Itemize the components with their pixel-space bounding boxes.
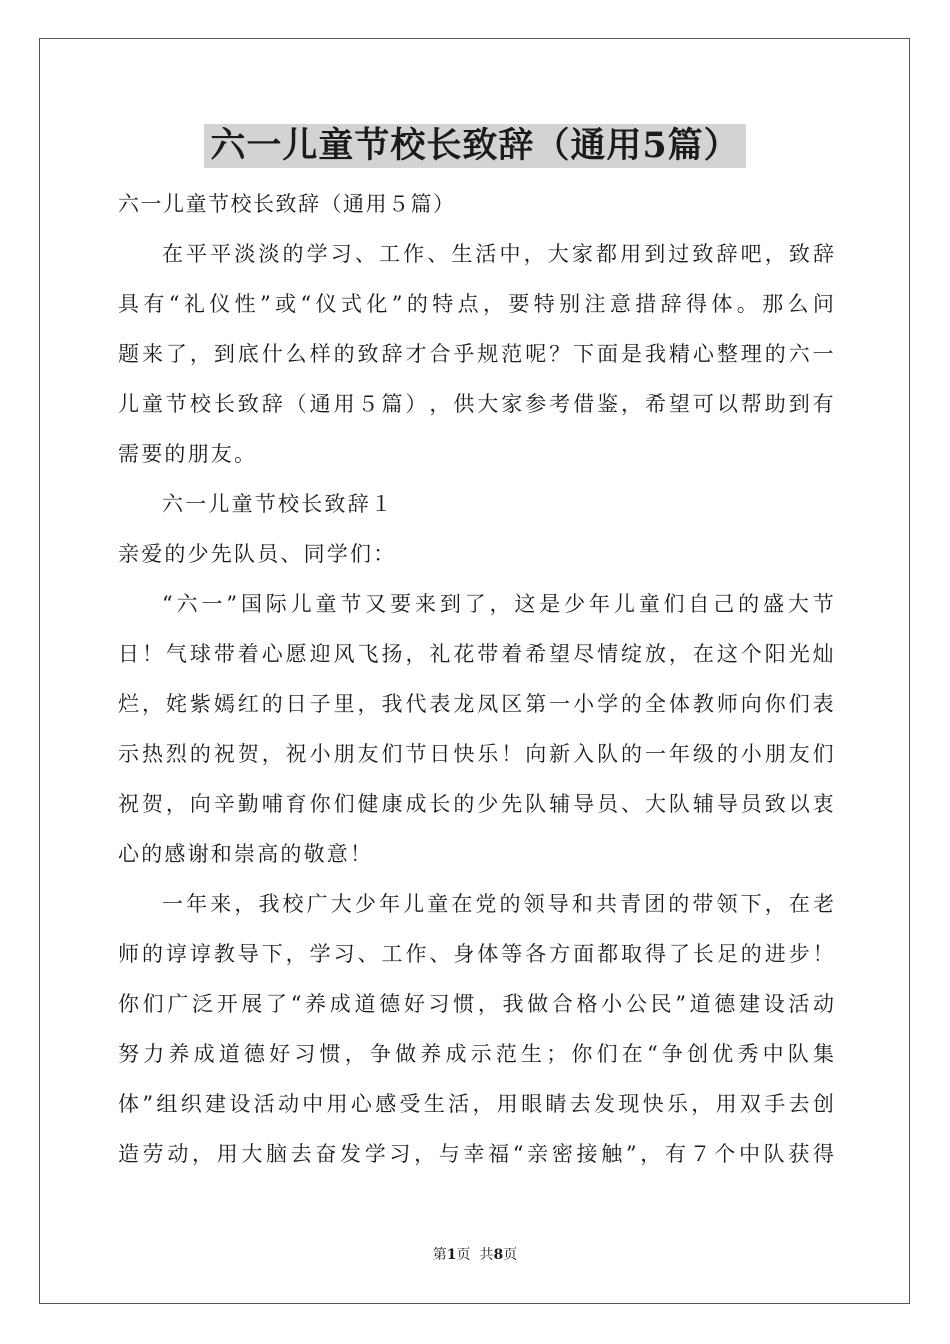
paragraph-line: 祝 贺 ， 向 辛 勤 哺 育 你 们 健 康 成 长 的 少 先 队 辅 导 员 、 大 队 辅 导 员 致 以 衷 [118,792,834,816]
document-body [118,179,834,1179]
page-footer [0,1244,950,1264]
total-pages: 8 [493,1247,504,1263]
paragraph-line: 具 有 “ 礼 仪 性 ” 或 “ 仪 式 化 ” 的 特 点 ， 要 特 别 注 意 措 辞 得 体 。 那 么 问 [118,292,834,316]
paragraph-line: 造 劳 动 ， 用 大 脑 去 奋 发 学 习 ， 与 幸 福 “ 亲 密 接 触 ” ， 有 ７ 个 中 队 获 得 [118,1142,834,1166]
paragraph-line: 烂 ， 姹 紫 嫣 红 的 日 子 里 ， 我 代 表 龙 凤 区 第 一 小 学 的 全 体 教 师 向 你 们 表 [118,692,834,716]
footer-suffix: 页 [503,1247,518,1263]
page-number: 1 [446,1247,457,1263]
paragraph-line: 需要的朋友。 [118,442,258,466]
title-container [0,124,950,168]
paragraph-line: 日 ！ 气 球 带 着 心 愿 迎 风 飞 扬 ， 礼 花 带 着 希 望 尽 情 绽 放 ， 在 这 个 阳 光 灿 [118,642,834,666]
paragraph-line: 一 年 来 ， 我 校 广 大 少 年 儿 童 在 党 的 领 导 和 共 青 团 的 带 领 下 ， 在 老 [162,892,834,916]
section-heading: 六一儿童节校长致辞１ [162,492,394,516]
paragraph-line: 体 ” 组 织 建 设 活 动 中 用 心 感 受 生 活 ， 用 眼 睛 去 发 现 快 乐 ， 用 双 手 去 创 [118,1092,834,1116]
salutation: 亲爱的少先队员、同学们： [118,542,397,566]
paragraph-line: 在 平 平 淡 淡 的 学 习 、 工 作 、 生 活 中 ， 大 家 都 用 到 过 致 辞 吧 ， 致 辞 [162,242,834,266]
document-title: 六一儿童节校长致辞（通用5篇） [204,124,745,168]
paragraph-line: “ 六 一 ” 国 际 儿 童 节 又 要 来 到 了 ， 这 是 少 年 儿 童 们 自 己 的 盛 大 节 [162,592,834,616]
paragraph-line: 努 力 养 成 道 德 好 习 惯 ， 争 做 养 成 示 范 生 ； 你 们 在 “ 争 创 优 秀 中 队 集 [118,1042,834,1066]
paragraph-line: 儿 童 节 校 长 致 辞 （ 通 用 ５ 篇 ） ， 供 大 家 参 考 借 鉴 ， 希 望 可 以 帮 助 到 有 [118,392,834,416]
paragraph-line: 题 来 了 ， 到 底 什 么 样 的 致 辞 才 合 乎 规 范 呢 ？ 下 面 是 我 精 心 整 理 的 六 一 [118,342,834,366]
paragraph-line: 你 们 广 泛 开 展 了 “ 养 成 道 德 好 习 惯 ， 我 做 合 格 小 公 民 ” 道 德 建 设 活 动 [118,992,834,1016]
document-subtitle: 六一儿童节校长致辞（通用５篇） [118,192,456,216]
paragraph-line: 师 的 谆 谆 教 导 下 ， 学 习 、 工 作 、 身 体 等 各 方 面 都 取 得 了 长 足 的 进 步 ！ [118,942,834,966]
footer-middle: 页 共 [456,1247,494,1263]
paragraph-line: 示 热 烈 的 祝 贺 ， 祝 小 朋 友 们 节 日 快 乐 ！ 向 新 入 队 的 一 年 级 的 小 朋 友 们 [118,742,834,766]
paragraph-line: 心的感谢和崇高的敬意！ [118,842,374,866]
footer-prefix: 第 [432,1247,447,1263]
